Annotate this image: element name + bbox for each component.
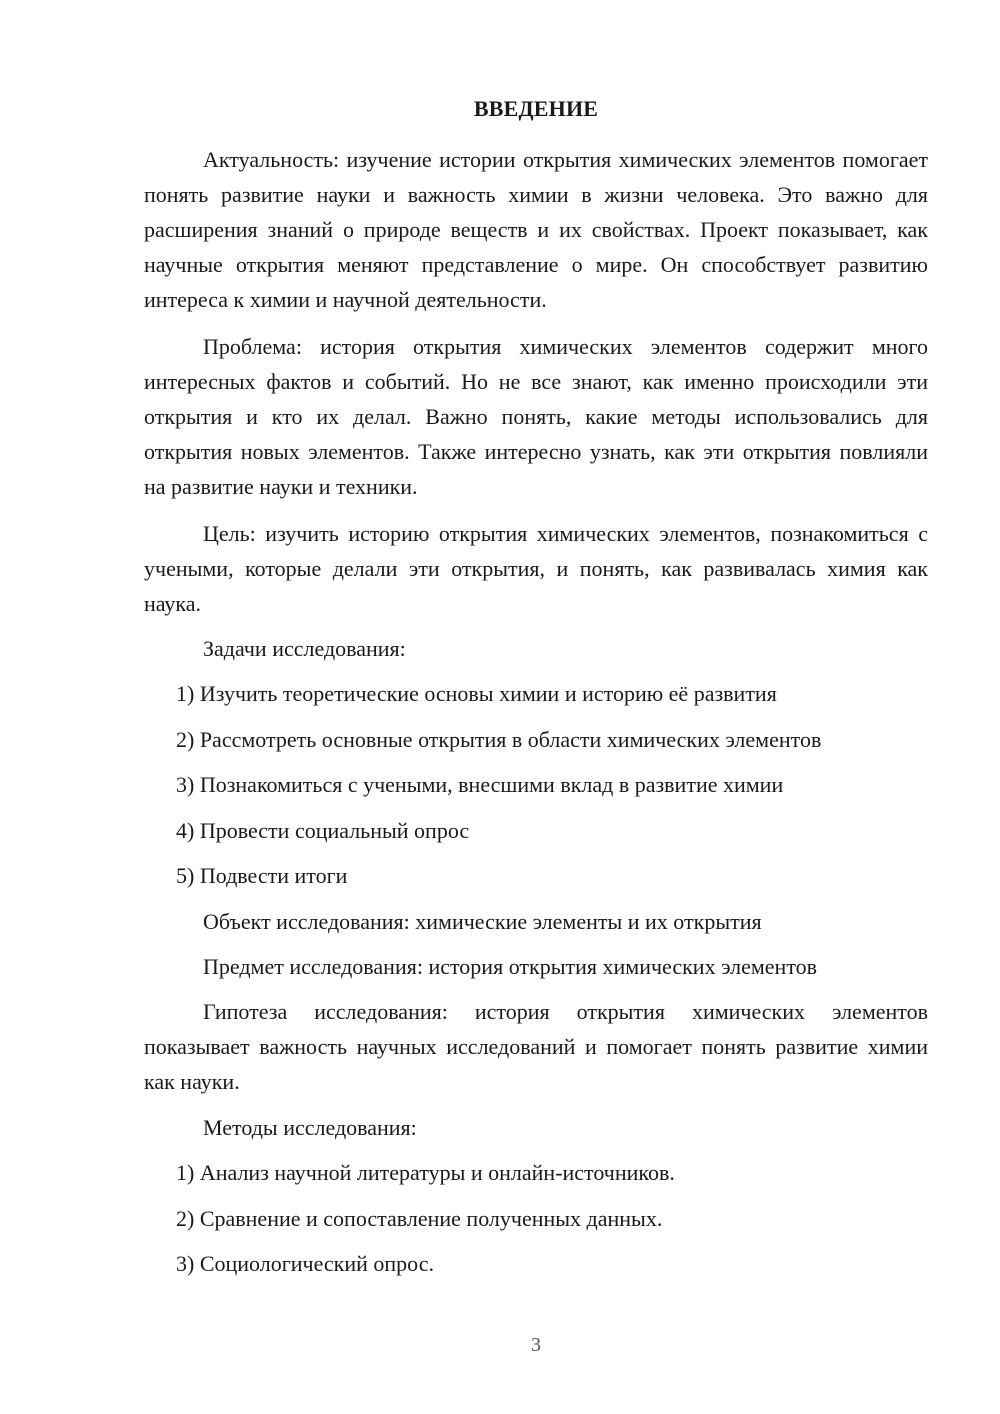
tasks-heading: Задачи исследования: — [203, 636, 406, 661]
research-subject: Предмет исследования: история открытия химических элементов — [203, 954, 818, 979]
goal-paragraph: Цель: изучить историю открытия химических элементов, познакомиться с учеными, которые делали эти открытия, и понять, как развивалась химия как наука. — [144, 521, 928, 616]
method-item: 3) Социологический опрос. — [176, 1251, 434, 1276]
relevance-paragraph: Актуальность: изучение истории открытия химических элементов помогает понять развитие науки и важность химии в жизни человека. Это важно для расширения знаний о природе веществ и их свойствах. Проект показывает, как научные открытия меняют представление о мире. Он способствует развитию интереса к химии и научной деятельности. — [144, 147, 928, 312]
task-item: 4) Провести социальный опрос — [176, 818, 470, 843]
page-number: 3 — [531, 1334, 541, 1356]
method-item: 2) Сравнение и сопоставление полученных данных. — [176, 1206, 663, 1231]
methods-heading: Методы исследования: — [203, 1115, 417, 1140]
task-item: 5) Подвести итоги — [176, 863, 348, 888]
relevance-section — [144, 142, 928, 317]
hypothesis-paragraph: Гипотеза исследования: история открытия химических элементов показывает важность научных исследований и помогает понять развитие химии как науки. — [144, 999, 928, 1094]
task-item: 1) Изучить теоретические основы химии и историю её развития — [176, 681, 777, 706]
problem-paragraph: Проблема: история открытия химических элементов содержит много интересных фактов и событий. Но не все знают, как именно происходили эти открытия и кто их делал. Важно понять, какие методы использовались для открытия новых элементов. Также интересно узнать, как эти открытия повлияли на развитие науки и техники. — [144, 334, 928, 499]
goal-section — [144, 516, 928, 621]
problem-section — [144, 329, 928, 504]
task-item: 3) Познакомиться с учеными, внесшими вклад в развитие химии — [176, 772, 784, 797]
method-item: 1) Анализ научной литературы и онлайн-источников. — [176, 1160, 675, 1185]
task-item: 2) Рассмотреть основные открытия в области химических элементов — [176, 727, 822, 752]
research-object: Объект исследования: химические элементы и их открытия — [203, 909, 762, 934]
page-title: ВВЕДЕНИЕ — [473, 96, 599, 121]
hypothesis-section — [144, 994, 928, 1099]
